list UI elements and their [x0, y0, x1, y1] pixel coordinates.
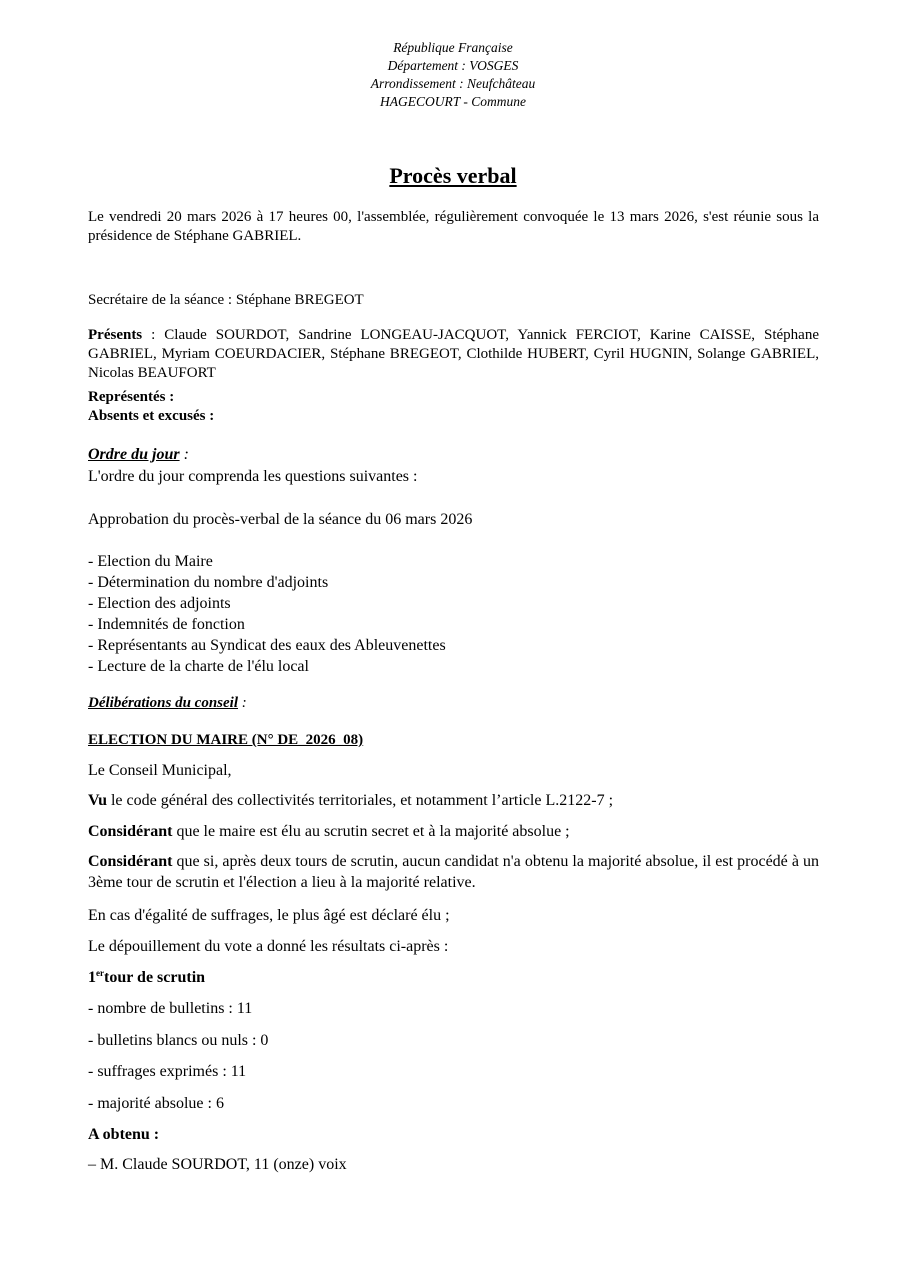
- vu-label: Vu: [88, 792, 107, 809]
- obtained-label: A obtenu :: [88, 1126, 160, 1143]
- agenda-approval: Approbation du procès-verbal de la séance du 06 mars 2026: [88, 511, 473, 528]
- agenda-intro: L'ordre du jour comprenda les questions suivantes :: [88, 468, 418, 485]
- deliberations-heading-text: Délibérations du conseil: [88, 695, 239, 711]
- absent-line: [88, 407, 819, 426]
- presents-list: : Claude SOURDOT, Sandrine LONGEAU-JACQUOT, Yannick FERCIOT, Karine CAISSE, Stéphane GABRIEL, Myriam COEURDACIER, Stéphane BREGEOT, Clothilde HUBERT, Cyril HUGNIN, Solange GABRIEL, Nicolas BEAUFORT: [88, 327, 819, 381]
- list-item: - Lecture de la charte de l'élu local: [88, 658, 309, 675]
- considerant-2-label: Considérant: [88, 853, 173, 870]
- considerant-2-text: que si, après deux tours de scrutin, aucun candidat n'a obtenu la majorité absolue, il est procédé à un 3ème tour de scrutin et l'élection a lieu à la majorité relative.: [88, 853, 819, 891]
- presents-paragraph: [88, 326, 819, 383]
- deliberations-heading: [88, 694, 819, 713]
- candidate-result: – M. Claude SOURDOT, 11 (onze) voix: [88, 1156, 347, 1173]
- obtained-heading: [88, 1124, 819, 1145]
- absent-label: Absents et excusés :: [88, 408, 215, 424]
- round-superscript: er: [96, 968, 104, 978]
- document-header: [0, 39, 900, 111]
- stat-line: - nombre de bulletins : 11: [88, 1000, 253, 1017]
- results-intro: Le dépouillement du vote a donné les résultats ci-après :: [88, 938, 449, 955]
- list-item: - Election des adjoints: [88, 595, 231, 612]
- agenda-heading: [88, 444, 819, 465]
- header-arrondissement: Arrondissement : Neufchâteau: [370, 76, 536, 91]
- vu-text: le code général des collectivités territoriales, et notamment l’article L.2122-7 ;: [106, 792, 614, 809]
- election-heading: [88, 731, 819, 750]
- list-item: - Indemnités de fonction: [88, 616, 245, 633]
- stat-line: - suffrages exprimés : 11: [88, 1063, 247, 1080]
- council-line: Le Conseil Municipal,: [88, 762, 232, 779]
- intro-paragraph: Le vendredi 20 mars 2026 à 17 heures 00, l'assemblée, régulièrement convoquée le 13 mars 2026, s'est réunie sous la présidence de Stéphane GABRIEL.: [88, 209, 819, 244]
- stat-line: - bulletins blancs ou nuls : 0: [88, 1032, 269, 1049]
- agenda-list: [88, 551, 819, 677]
- list-item: - Election du Maire: [88, 553, 213, 570]
- list-item: - Détermination du nombre d'adjoints: [88, 574, 329, 591]
- stat-line: - majorité absolue : 6: [88, 1095, 224, 1112]
- secretary-line: Secrétaire de la séance : Stéphane BREGEOT: [88, 292, 364, 308]
- considerant-1-text: que le maire est élu au scrutin secret et à la majorité absolue ;: [172, 823, 570, 840]
- list-item: - Représentants au Syndicat des eaux des Ableuvenettes: [88, 637, 446, 654]
- deliberations-heading-colon: :: [238, 695, 247, 711]
- presents-label: Présents: [88, 327, 143, 343]
- represented-label: Représentés :: [88, 389, 175, 405]
- election-heading-text: ELECTION DU MAIRE (N° DE_2026_08): [88, 732, 364, 748]
- considerant-2-paragraph: [88, 851, 819, 893]
- represented-line: [88, 388, 819, 407]
- header-department: Département : VOSGES: [387, 58, 519, 73]
- equality-line: En cas d'égalité de suffrages, le plus âgé est déclaré élu ;: [88, 907, 450, 924]
- header-commune: HAGECOURT - Commune: [380, 94, 526, 109]
- page-title: Procès verbal: [389, 163, 517, 188]
- agenda-heading-text: Ordre du jour: [88, 446, 180, 463]
- vu-paragraph: [88, 790, 819, 811]
- header-republic: République Française: [393, 40, 513, 55]
- considerant-1-paragraph: [88, 821, 819, 842]
- agenda-heading-colon: :: [179, 446, 189, 463]
- considerant-1-label: Considérant: [88, 823, 173, 840]
- round-label: tour de scrutin: [104, 969, 206, 986]
- round-heading: [88, 967, 819, 988]
- round-number: 1: [88, 969, 96, 986]
